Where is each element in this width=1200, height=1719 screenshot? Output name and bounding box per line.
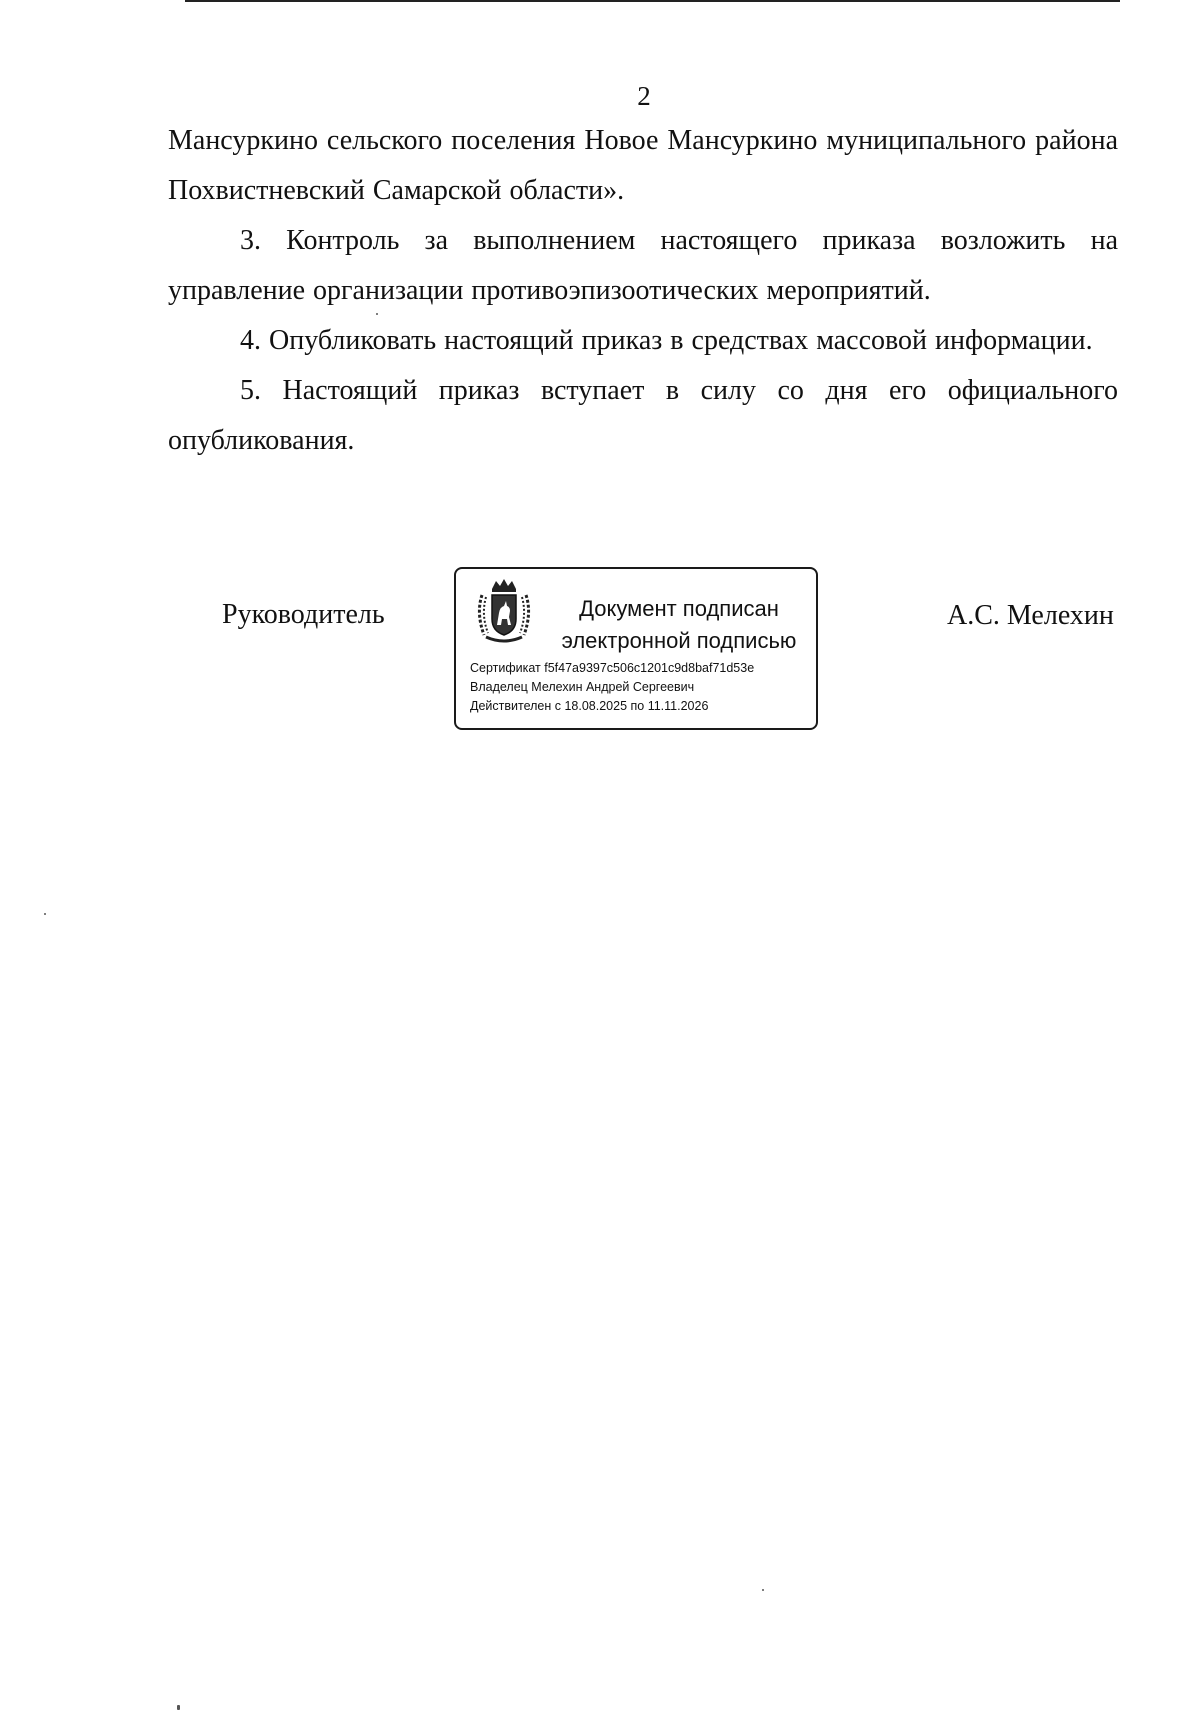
- scan-speck: [44, 913, 46, 915]
- scan-speck: [762, 1589, 764, 1591]
- document-body: [168, 116, 1118, 466]
- esignature-title: [548, 593, 810, 657]
- signatory-name: А.С. Мелехин: [947, 600, 1114, 631]
- signatory-role: Руководитель: [222, 599, 385, 630]
- esignature-certificate: Сертификат f5f47a9397c506c1201c9d8baf71d53e: [470, 661, 755, 675]
- page-number: 2: [637, 81, 651, 111]
- scan-speck: [177, 1705, 180, 1710]
- scan-speck: [376, 313, 378, 315]
- electronic-signature-stamp: [454, 567, 818, 730]
- esignature-details: [470, 659, 810, 716]
- esignature-title-line2: электронной подписью: [561, 628, 797, 653]
- esignature-owner: Владелец Мелехин Андрей Сергеевич: [470, 680, 695, 694]
- paragraph-publish: 4. Опубликовать настоящий приказ в средствах массовой информации.: [240, 325, 1093, 356]
- paragraph-continuation: Мансуркино сельского поселения Новое Мансуркино муниципального района Похвистневский Самарской области».: [168, 125, 1118, 206]
- samara-coat-of-arms-icon: [472, 577, 536, 647]
- top-border-line: [185, 0, 1120, 2]
- esignature-title-line1: Документ подписан: [579, 596, 779, 621]
- esignature-validity: Действителен с 18.08.2025 по 11.11.2026: [470, 699, 709, 713]
- paragraph-effective: 5. Настоящий приказ вступает в силу со дня его официального опубликования.: [168, 375, 1118, 456]
- paragraph-control: 3. Контроль за выполнением настоящего приказа возложить на управление организации противоэпизоотических мероприятий.: [168, 225, 1118, 306]
